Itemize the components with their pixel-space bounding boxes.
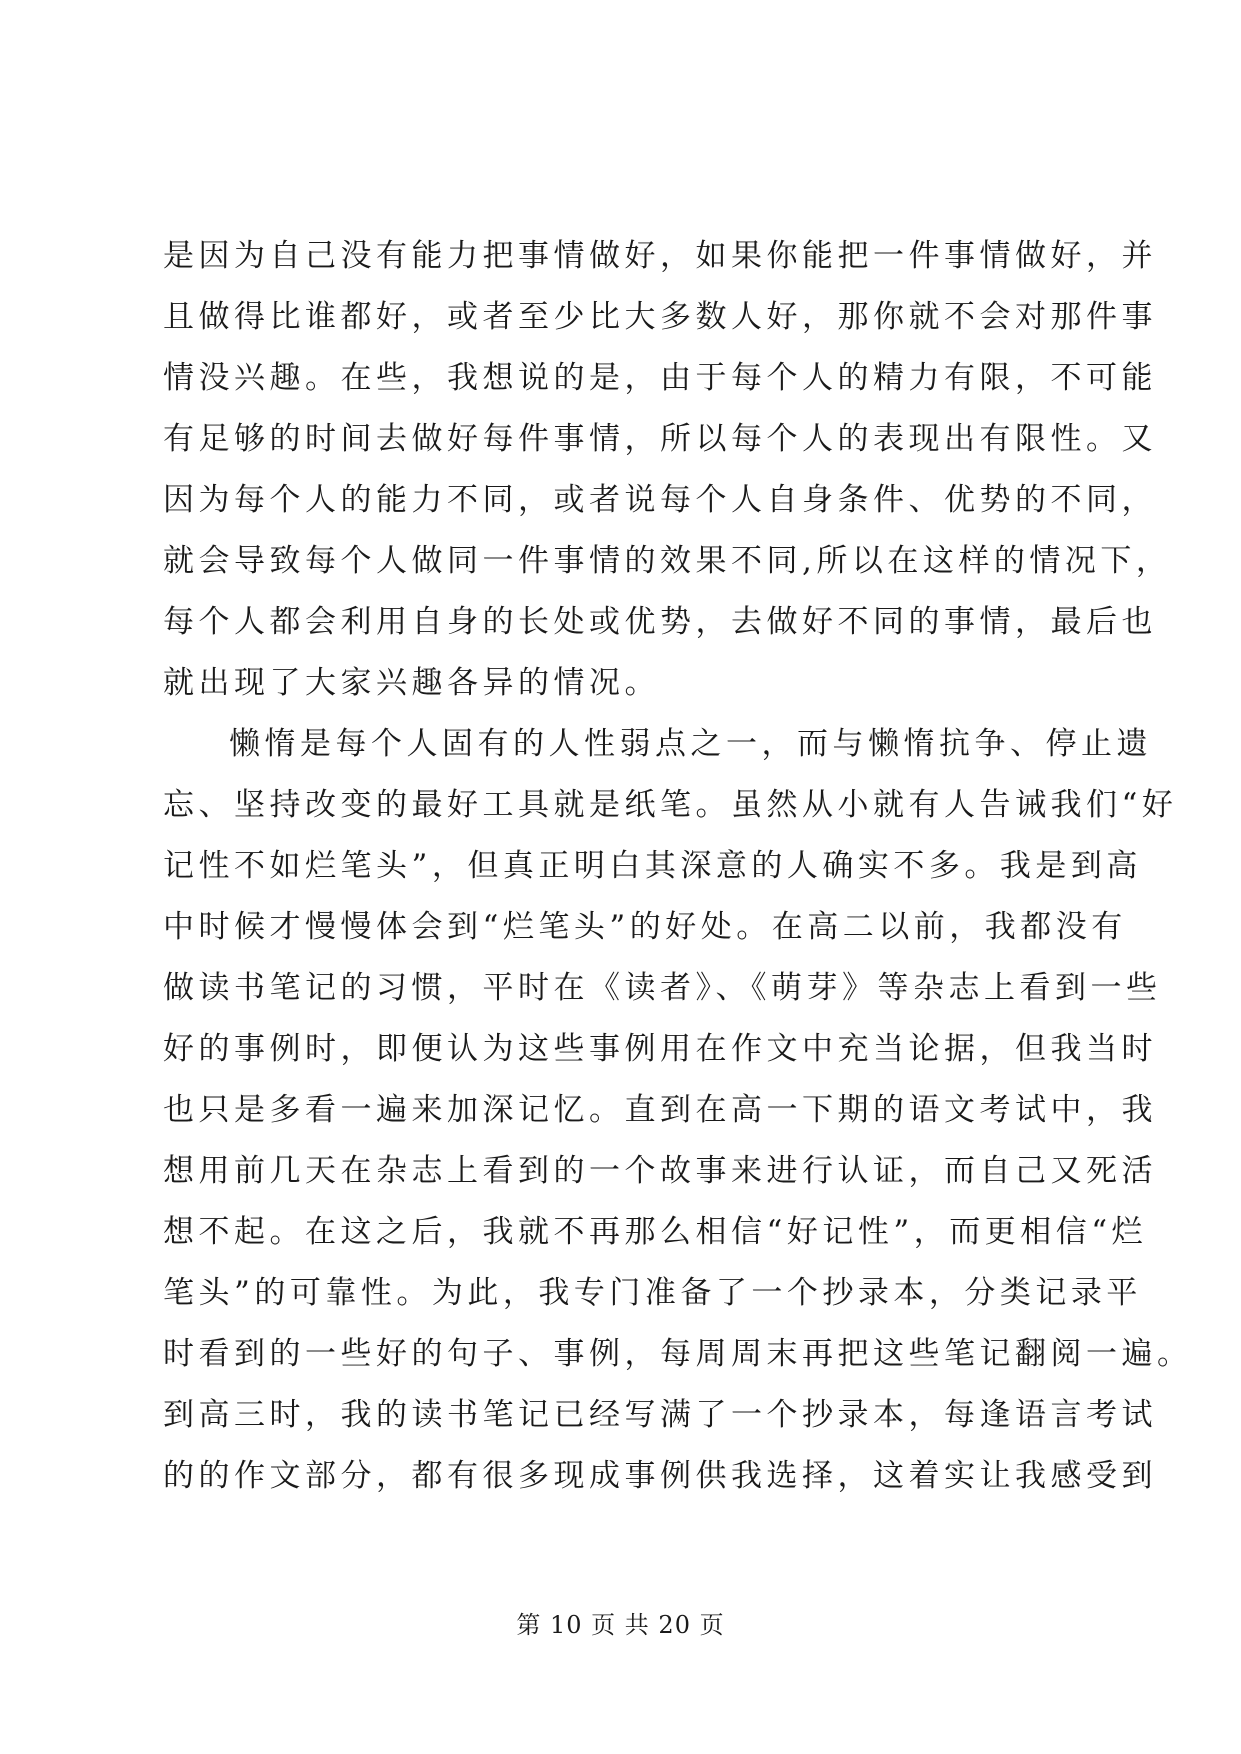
text-line: 就出现了大家兴趣各异的情况。 <box>163 665 660 701</box>
text-line: 笔头”的可靠性。为此，我专门准备了一个抄录本，分类记录平 <box>163 1275 1142 1311</box>
text-line: 忘、坚持改变的最好工具就是纸笔。虽然从小就有人告诫我们“好 <box>163 787 1178 823</box>
text-line: 因为每个人的能力不同，或者说每个人自身条件、优势的不同， <box>163 482 1157 518</box>
body-text <box>163 226 1193 1507</box>
text-line: 到高三时，我的读书笔记已经写满了一个抄录本，每逢语言考试 <box>163 1397 1157 1433</box>
text-line: 每个人都会利用自身的长处或优势，去做好不同的事情，最后也 <box>163 604 1157 640</box>
text-line: 且做得比谁都好，或者至少比大多数人好，那你就不会对那件事 <box>163 299 1157 335</box>
text-line: 是因为自己没有能力把事情做好，如果你能把一件事情做好，并 <box>163 238 1157 274</box>
text-line: 做读书笔记的习惯，平时在《读者》、《萌芽》等杂志上看到一些 <box>163 970 1162 1006</box>
text-line: 想不起。在这之后，我就不再那么相信“好记性”，而更相信“烂 <box>163 1214 1148 1250</box>
text-line: 时看到的一些好的句子、事例，每周周末再把这些笔记翻阅一遍。 <box>163 1336 1193 1372</box>
text-line: 的的作文部分，都有很多现成事例供我选择，这着实让我感受到 <box>163 1458 1157 1494</box>
text-line: 好的事例时，即便认为这些事例用在作文中充当论据，但我当时 <box>163 1031 1157 1067</box>
text-line: 也只是多看一遍来加深记忆。直到在高一下期的语文考试中，我 <box>163 1092 1157 1128</box>
text-line: 中时候才慢慢体会到“烂笔头”的好处。在高二以前，我都没有 <box>163 909 1127 945</box>
paragraph-first-line: 懒惰是每个人固有的人性弱点之一，而与懒惰抗争、停止遗 <box>229 726 1152 762</box>
text-line: 情没兴趣。在些，我想说的是，由于每个人的精力有限，不可能 <box>163 360 1157 396</box>
text-line: 想用前几天在杂志上看到的一个故事来进行认证，而自己又死活 <box>163 1153 1157 1189</box>
text-line: 就会导致每个人做同一件事情的效果不同,所以在这样的情况下， <box>163 543 1172 579</box>
page-number-footer: 第 10 页 共 20 页 <box>516 1611 725 1639</box>
text-line: 有足够的时间去做好每件事情，所以每个人的表现出有限性。又 <box>163 421 1157 457</box>
text-line: 记性不如烂笔头”，但真正明白其深意的人确实不多。我是到高 <box>163 848 1142 884</box>
